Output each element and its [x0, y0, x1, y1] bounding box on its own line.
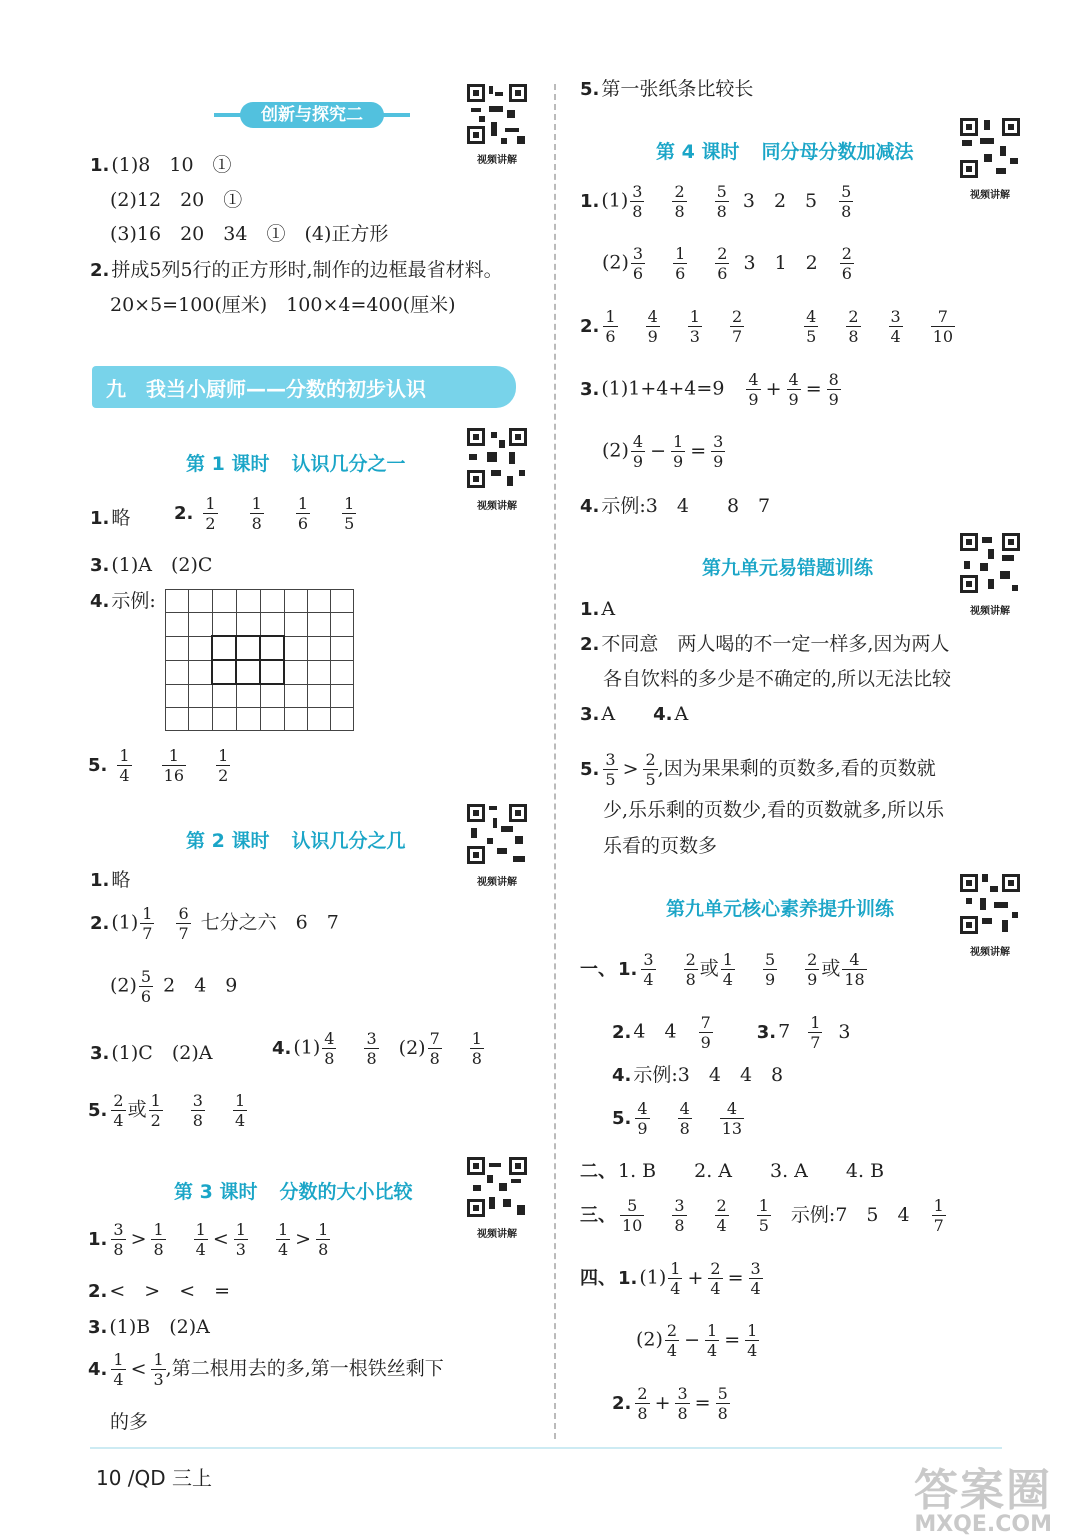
qr-label: 视频讲解: [477, 501, 517, 512]
lesson4-answer-3a: 3. (1)1+4+4=9 $\frac{4}{9}$ + $\frac{4}{9}$ = $\frac{8}{9}$: [580, 370, 839, 409]
page-footer: 10 /QD 三上: [96, 1466, 213, 1490]
core-part4-1b: (2) $\frac{2}{4}$ − $\frac{1}{4}$ = $\frac{1}{4}$: [636, 1321, 758, 1360]
lesson2-answer-4: 4. (1) $\frac{4}{8}$ $\frac{3}{8}$ (2) $\frac{7}{8}$ $\frac{1}{8}$: [272, 1029, 482, 1068]
core-part4-1a: 四、 1. (1) $\frac{1}{4}$ + $\frac{2}{4}$ = $\frac{3}{4}$: [580, 1259, 761, 1298]
section-pill-innovation: 创新与探究二: [214, 102, 410, 128]
qr-code-icon[interactable]: [958, 531, 1022, 595]
core-part1-answer-2-3: 2. 4 4 $\frac{7}{9}$ 3. 7 $\frac{1}{7}$ 3: [612, 1013, 851, 1052]
qr-code-icon[interactable]: [465, 82, 529, 146]
lesson4-answer-2: 2. $\frac{1}{6}$ $\frac{4}{9}$ $\frac{1}{3}$ $\frac{2}{7}$ $\frac{4}{5}$ $\frac{2}{8}$ $\frac{3}{4}$ $\frac{7}{10}$: [580, 307, 954, 346]
error-answer-5-line3: 乐看的页数多: [603, 835, 718, 857]
error-answer-2-line1: 2. 不同意 两人喝的不一定一样多,因为两人: [580, 633, 950, 655]
core-part4-2: 2. $\frac{2}{8}$ + $\frac{3}{8}$ = $\frac{5}{8}$: [612, 1384, 728, 1423]
error-answer-5-line2: 少,乐乐剩的页数少,看的页数就多,所以乐: [603, 799, 945, 821]
lesson1-answer-3: 3. (1)A (2)C: [90, 554, 213, 576]
qr-code-icon[interactable]: [465, 802, 529, 866]
lesson3-answer-1: 1. $\frac{3}{8}$ > $\frac{1}{8}$ $\frac{1}{4}$ < $\frac{1}{3}$ $\frac{1}{4}$ > $\frac{1}{8}$: [88, 1220, 329, 1259]
lesson1-answer-4: 4. 示例:: [90, 590, 156, 612]
fraction: $\frac{1}{6}$: [297, 494, 309, 533]
lesson4-answer-4: 4. 示例:3 4 8 7: [580, 495, 771, 517]
lesson-3-title: 第 3 课时 分数的大小比较: [174, 1181, 413, 1203]
qr-label: 视频讲解: [477, 877, 517, 888]
answer-2-line1: 2. 拼成5列5行的正方形时,制作的边框最省材料。: [90, 259, 503, 281]
unit-banner: 九 我当小厨师——分数的初步认识: [92, 366, 516, 408]
core-part1-answer-4: 4. 示例:3 4 4 8: [612, 1064, 784, 1086]
qr-label: 视频讲解: [970, 947, 1010, 958]
lesson2-answer-3: 3. (1)C (2)A: [90, 1042, 213, 1064]
lesson4-answer-1a: 1. (1) $\frac{3}{8}$ $\frac{2}{8}$ $\frac{5}{8}$ 3 2 5 $\frac{5}{8}$: [580, 182, 852, 221]
lesson-2-title: 第 2 课时 认识几分之几: [186, 830, 406, 852]
column-divider: [554, 84, 556, 1439]
lesson4-answer-3b: (2) $\frac{4}{9}$ − $\frac{1}{9}$ = $\frac{3}{9}$: [602, 432, 724, 471]
error-answer-3-4: 3. A 4. A: [580, 703, 689, 725]
core-part3: 三、 $\frac{5}{10}$ $\frac{3}{8}$ $\frac{2}{4}$ $\frac{1}{5}$ 示例:7 5 4 $\frac{1}{7}$: [580, 1196, 944, 1235]
qr-label: 视频讲解: [477, 1229, 517, 1240]
answer-5-top: 5. 第一张纸条比较长: [580, 78, 754, 100]
grid-diagram: [165, 589, 354, 731]
core-part1-answer-1: 一、 1. $\frac{3}{4}$ $\frac{2}{8}$ 或 $\frac{1}{4}$ $\frac{5}{9}$ $\frac{2}{9}$ 或 $\frac{4}{18}$: [580, 950, 865, 989]
qr-code-icon[interactable]: [958, 872, 1022, 936]
error-training-title: 第九单元易错题训练: [702, 557, 874, 579]
lesson-1-title: 第 1 课时 认识几分之一: [186, 453, 406, 475]
qr-code-icon[interactable]: [958, 116, 1022, 180]
core-training-title: 第九单元核心素养提升训练: [666, 898, 895, 920]
answer-1-line3: (3)16 20 34 ① (4)正方形: [110, 223, 389, 245]
answer-1-line1: 1. (1)8 10 ①: [90, 154, 232, 176]
lesson1-answer-5: 5. $\frac{1}{4}$ $\frac{1}{16}$ $\frac{1}{2}$: [88, 746, 229, 785]
qr-code-icon[interactable]: [465, 1155, 529, 1219]
lesson1-answer-1: 1. 略: [90, 507, 131, 529]
fraction: $\frac{1}{2}$: [205, 494, 216, 533]
answer-2-line2: 20×5=100(厘米) 100×4=400(厘米): [110, 294, 456, 316]
error-answer-2-line2: 各自饮料的多少是不确定的,所以无法比较: [603, 668, 952, 690]
fraction: $\frac{1}{5}$: [344, 494, 355, 533]
qr-label: 视频讲解: [970, 606, 1010, 617]
lesson2-answer-5: 5. $\frac{2}{4}$ 或 $\frac{1}{2}$ $\frac{3}{8}$ $\frac{1}{4}$: [88, 1091, 246, 1130]
lesson2-answer-1: 1. 略: [90, 869, 131, 891]
lesson3-answer-4: 4. $\frac{1}{4}$ < $\frac{1}{3}$ ,第二根用去的多,第一根铁丝剩下: [88, 1350, 444, 1389]
lesson3-answer-2: 2. < > < =: [88, 1280, 231, 1302]
lesson-4-title: 第 4 课时 同分母分数加减法: [656, 141, 914, 163]
lesson2-answer-2b: (2) $\frac{5}{6}$ 2 4 9: [110, 967, 238, 1006]
answer-1-line2: (2)12 20 ①: [110, 189, 243, 211]
footer-rule: [90, 1447, 1002, 1449]
error-answer-5: 5. $\frac{3}{5}$ > $\frac{2}{5}$ ,因为果果剩的页数多,看的页数就: [580, 750, 936, 789]
lesson4-answer-1b: (2) $\frac{3}{6}$ $\frac{1}{6}$ $\frac{2}{6}$ 3 1 2 $\frac{2}{6}$: [602, 244, 852, 283]
qr-label: 视频讲解: [477, 155, 517, 166]
qr-code-icon[interactable]: [465, 426, 529, 490]
lesson3-answer-3: 3. (1)B (2)A: [88, 1316, 210, 1338]
core-part1-answer-5: 5. $\frac{4}{9}$ $\frac{4}{8}$ $\frac{4}{13}$: [612, 1099, 743, 1138]
fraction: $\frac{1}{8}$: [251, 494, 262, 533]
watermark-logo: 答案圈 MXQE.COM: [914, 1465, 1052, 1537]
qr-label: 视频讲解: [970, 190, 1010, 201]
lesson1-answer-2: 2. $\frac{1}{2}$ $\frac{1}{8}$ $\frac{1}{6}$ $\frac{1}{5}$: [174, 494, 355, 533]
core-part2: 二、 1. B 2. A 3. A 4. B: [580, 1160, 885, 1182]
lesson2-answer-2a: 2. (1) $\frac{1}{7}$ $\frac{6}{7}$ 七分之六 6 7: [90, 904, 339, 943]
lesson3-answer-4-cont: 的多: [110, 1411, 149, 1433]
error-answer-1: 1. A: [580, 598, 616, 620]
